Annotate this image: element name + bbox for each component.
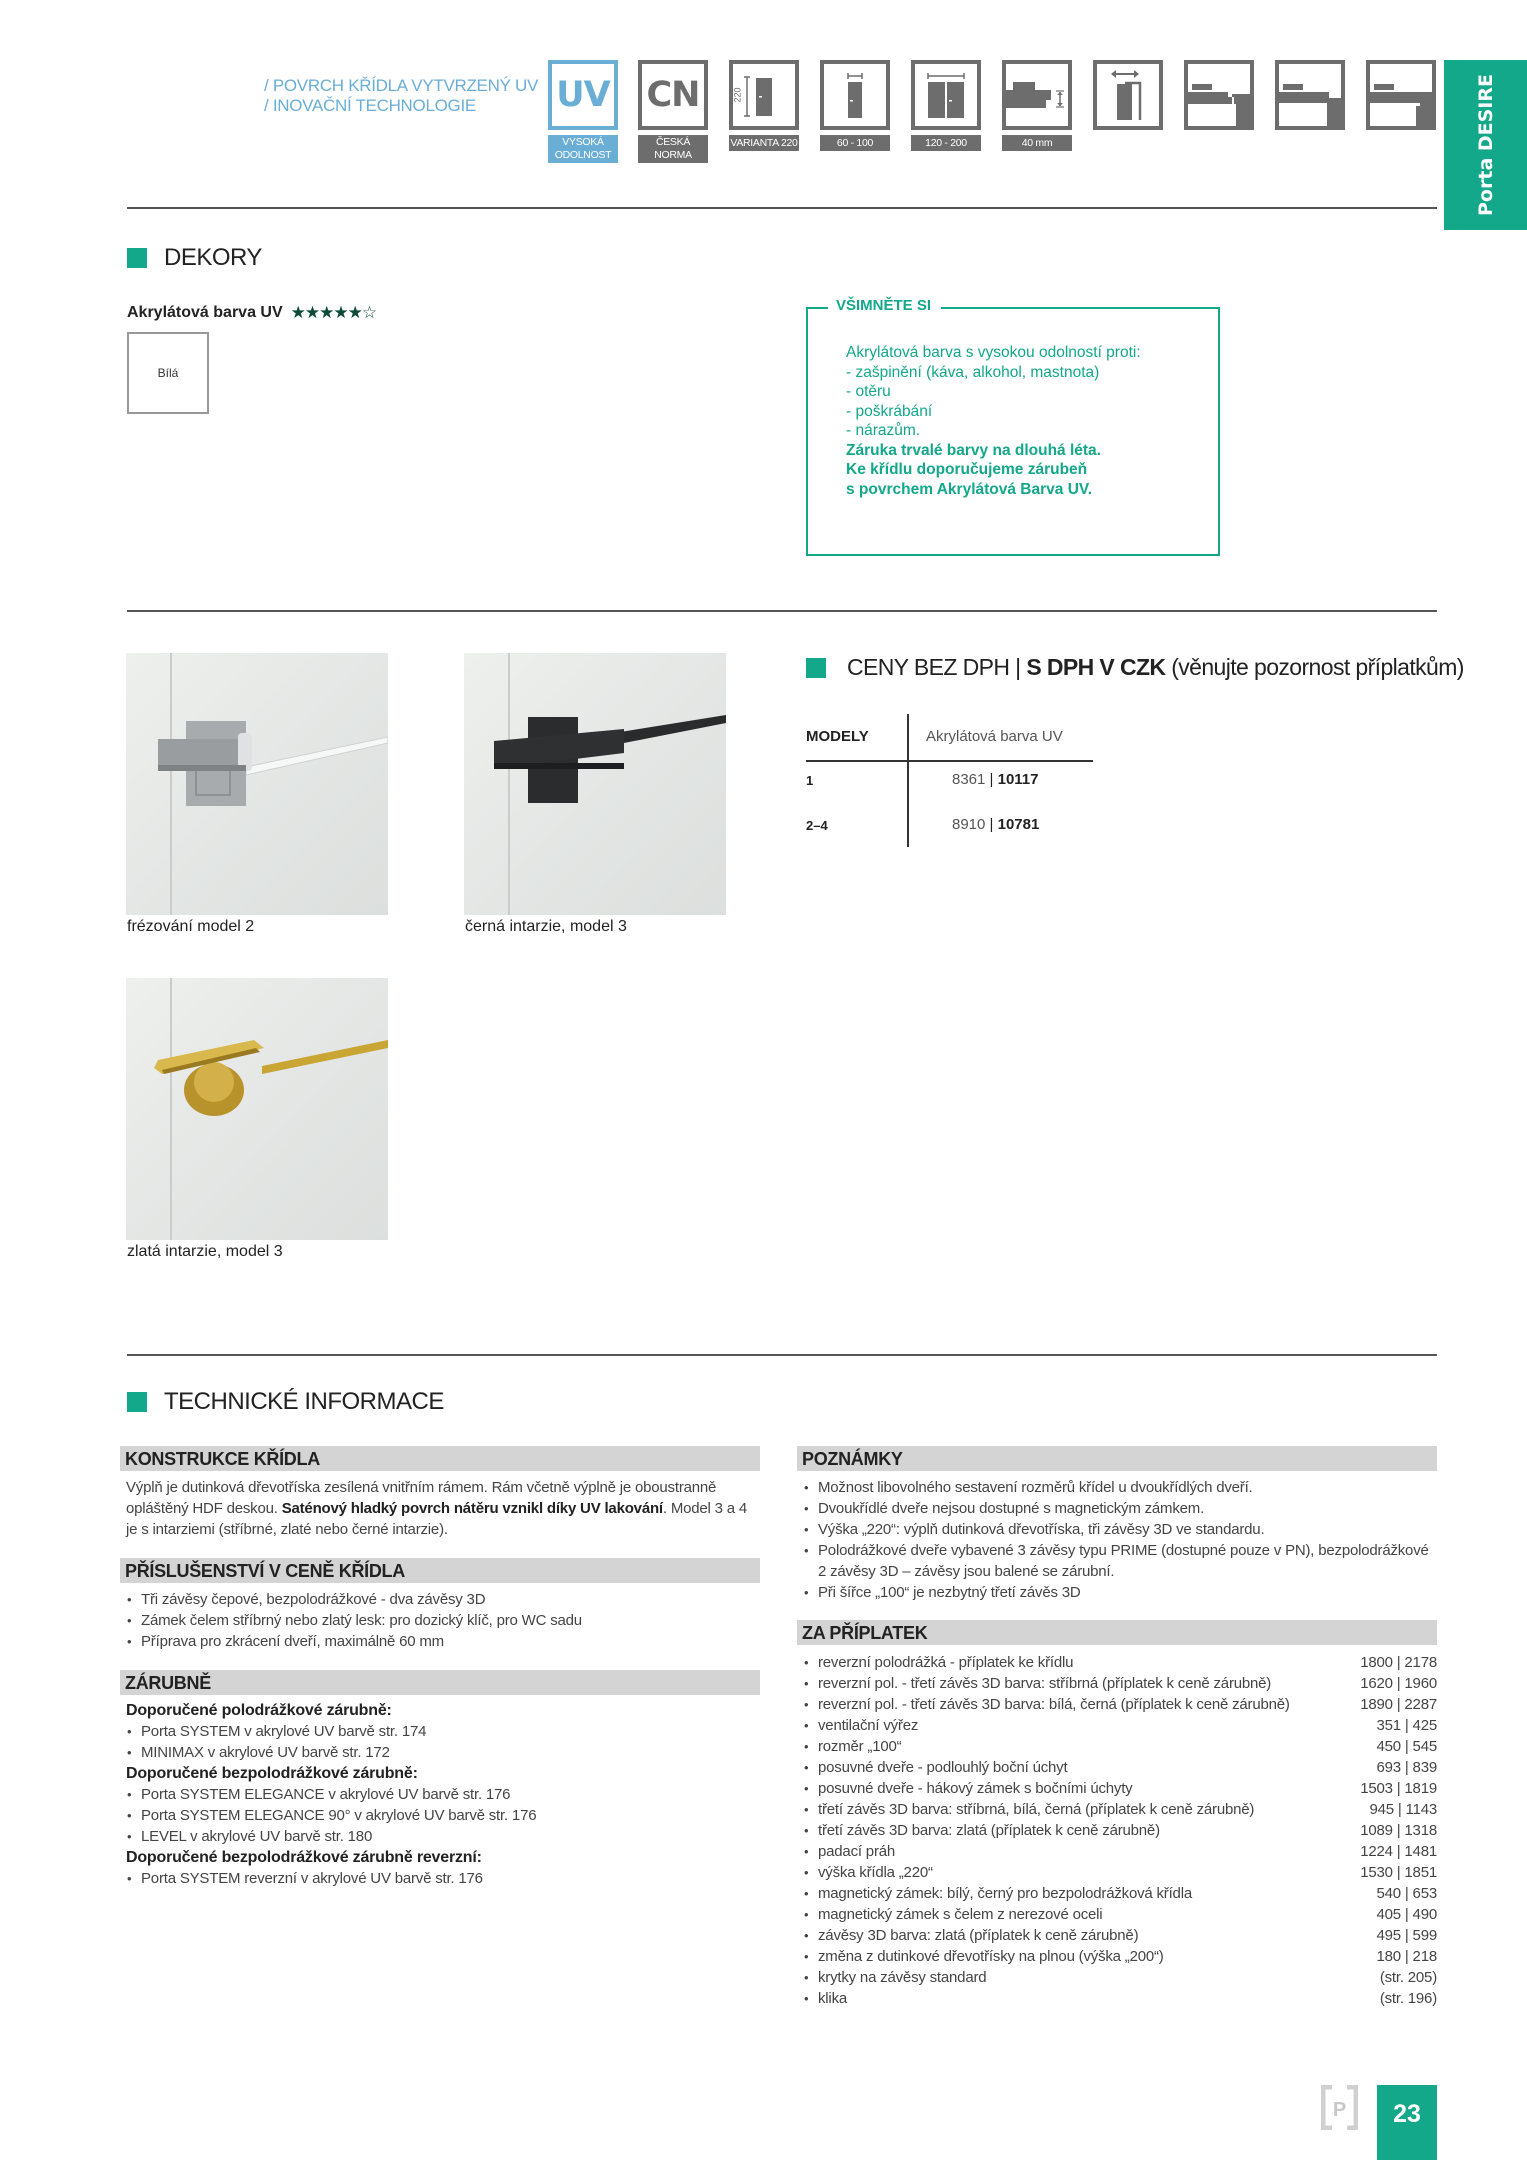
list-item: • Příprava pro zkrácení dveří, maximálně 60 mm xyxy=(126,1631,756,1652)
surcharge-label: • reverzní pol. - třetí závěs 3D barva: bílá, černá (příplatek k ceně zárubně) xyxy=(818,1696,1290,1713)
surcharge-row xyxy=(803,1988,1437,2009)
silver-handle-image xyxy=(126,653,388,915)
uv-label-line-1: VYSOKÁ xyxy=(562,136,604,148)
surcharge-row xyxy=(803,1778,1437,1799)
price-title-bold: S DPH V CZK xyxy=(1026,654,1166,680)
price-net: 8910 xyxy=(952,816,986,833)
finish-label: Akrylátová barva UV xyxy=(127,304,283,321)
column-header-finish: Akrylátová barva UV xyxy=(926,728,1063,745)
surcharge-row xyxy=(803,1967,1437,1988)
swatch-bila[interactable] xyxy=(127,332,209,414)
zarubne-group-heading: Doporučené bezpolodrážkové zárubně reverzní: xyxy=(126,1849,482,1866)
zarubne-group-heading: Doporučené polodrážkové zárubně: xyxy=(126,1702,392,1719)
surcharge-value: (str. 196) xyxy=(1379,1990,1437,2007)
list-item: • Při šířce „100“ je nezbytný třetí závěs 3D xyxy=(803,1582,1433,1603)
surcharge-value: 351 | 425 xyxy=(1376,1717,1437,1734)
tagline-line-1: / POVRCH KŘÍDLA VYTVRZENÝ UV xyxy=(264,76,539,95)
surcharge-row xyxy=(803,1694,1437,1715)
uv-icon-label xyxy=(548,135,618,163)
notice-title: VŠIMNĚTE SI xyxy=(828,297,941,314)
surcharge-label: • změna z dutinkové dřevotřísky na plnou (výška „200“) xyxy=(818,1948,1164,1965)
column-header-models: MODELY xyxy=(806,728,869,745)
zarubne-header: ZÁRUBNĚ xyxy=(120,1670,760,1695)
surcharge-value: 405 | 490 xyxy=(1376,1906,1437,1923)
surcharge-row xyxy=(803,1904,1437,1925)
rebated-svg xyxy=(1188,64,1250,126)
surcharge-row xyxy=(803,1715,1437,1736)
side-tab-porta-desire xyxy=(1444,60,1527,230)
divider-bottom xyxy=(127,1354,1437,1356)
porta-logo-svg xyxy=(1321,2085,1358,2130)
height-220-icon xyxy=(729,60,799,130)
swatch-label: Bílá xyxy=(157,366,179,380)
height-220-text: 220 xyxy=(732,87,743,103)
row-price xyxy=(952,771,1039,788)
surcharge-row xyxy=(803,1820,1437,1841)
section-marker-icon xyxy=(127,248,147,268)
price-net: 8361 xyxy=(952,771,986,788)
non-rebated-frame-icon xyxy=(1275,60,1345,130)
price-title-light: CENY BEZ DPH | xyxy=(847,654,1027,680)
surcharge-row xyxy=(803,1799,1437,1820)
divider-middle xyxy=(127,610,1437,612)
surcharge-value: 1503 | 1819 xyxy=(1360,1780,1437,1797)
surcharge-label: • reverzní polodrážká - příplatek ke křídlu xyxy=(818,1654,1074,1671)
surcharge-value: 450 | 545 xyxy=(1376,1738,1437,1755)
section-tech-title xyxy=(127,1388,444,1416)
surcharge-label: • magnetický zámek: bílý, černý pro bezpolodrážková křídla xyxy=(818,1885,1192,1902)
tech-title-text: TECHNICKÉ INFORMACE xyxy=(164,1388,444,1415)
table-vertical-rule xyxy=(907,714,909,847)
poznamky-header: POZNÁMKY xyxy=(797,1446,1437,1471)
surcharge-label: • padací práh xyxy=(818,1843,896,1860)
price-gross: 10117 xyxy=(997,771,1039,788)
photo-caption: černá intarzie, model 3 xyxy=(465,918,627,935)
surcharge-value: 1620 | 1960 xyxy=(1360,1675,1437,1692)
photo-black-inlay-model-3 xyxy=(464,653,726,915)
surcharge-value: 945 | 1143 xyxy=(1369,1801,1437,1818)
notice-line: Akrylátová barva s vysokou odolností proti: xyxy=(846,344,1141,361)
poznamky-list xyxy=(803,1477,1433,1603)
surcharge-row xyxy=(803,1841,1437,1862)
price-title-note: (věnujte pozornost příplatkům) xyxy=(1165,654,1464,680)
list-item: • LEVEL v akrylové UV barvě str. 180 xyxy=(126,1826,756,1847)
section-marker-icon xyxy=(127,1392,147,1412)
sliding-door-icon xyxy=(1093,60,1163,130)
zarubne-content xyxy=(126,1700,756,1889)
surcharge-value: 180 | 218 xyxy=(1376,1948,1437,1965)
prislusenstvi-header: PŘÍSLUŠENSTVÍ V CENĚ KŘÍDLA xyxy=(120,1558,760,1583)
price-sep: | xyxy=(985,816,998,833)
cn-label-line-2: NORMA xyxy=(654,149,692,161)
row-price xyxy=(952,816,1039,833)
surcharge-label: • posuvné dveře - hákový zámek s bočními úchyty xyxy=(818,1780,1133,1797)
list-item: • Porta SYSTEM ELEGANCE 90° v akrylové UV barvě str. 176 xyxy=(126,1805,756,1826)
photo-caption: frézování model 2 xyxy=(127,918,255,935)
photo-caption: zlatá intarzie, model 3 xyxy=(127,1243,283,1260)
double-door-width-label: 120 - 200 xyxy=(911,135,981,151)
surcharge-row xyxy=(803,1862,1437,1883)
surcharge-value: 693 | 839 xyxy=(1376,1759,1437,1776)
section-marker-icon xyxy=(806,658,826,678)
door-thickness-label: 40 mm xyxy=(1002,135,1072,151)
price-gross: 10781 xyxy=(997,816,1040,833)
surcharge-label: • posuvné dveře - podlouhlý boční úchyt xyxy=(818,1759,1068,1776)
list-item: • Porta SYSTEM ELEGANCE v akrylové UV barvě str. 176 xyxy=(126,1784,756,1805)
price-sep: | xyxy=(985,771,998,788)
table-horizontal-rule xyxy=(806,760,1093,762)
reverse-frame-icon xyxy=(1366,60,1436,130)
divider-top xyxy=(127,207,1437,209)
notice-bold-line: Ke křídlu doporučujeme zárubeň xyxy=(846,461,1088,478)
konstrukce-text-2: . Model 3 a 4 je s intarziemi (stříbrné, zlaté nebo černé intarzie). xyxy=(126,1500,748,1538)
surcharge-label: • výška křídla „220“ xyxy=(818,1864,933,1881)
page-number: 23 xyxy=(1377,2085,1437,2160)
surcharge-label: • klika xyxy=(818,1990,848,2007)
konstrukce-text-1: Výplň je dutinková dřevotříska zesílená vnitřním rámem. Rám včetně výplně je oboustranně opláštěný HDF deskou. xyxy=(126,1479,717,1517)
notice-line: - nárazům. xyxy=(846,422,921,439)
surcharge-label: • magnetický zámek s čelem z nerezové oceli xyxy=(818,1906,1103,1923)
prislusenstvi-list xyxy=(126,1589,756,1652)
gold-handle-image xyxy=(126,978,388,1240)
height-220-label: VARIANTA 220 xyxy=(730,137,798,149)
section-dekory-title xyxy=(127,244,262,272)
konstrukce-text xyxy=(126,1477,756,1540)
uv-label-line-2: ODOLNOST xyxy=(554,149,612,161)
surcharge-value: 1089 | 1318 xyxy=(1360,1822,1437,1839)
non-rebated-svg xyxy=(1279,64,1341,126)
porta-logo-icon xyxy=(1321,2085,1358,2130)
logo-letter: P xyxy=(1332,2099,1347,2121)
cn-label-line-1: ČESKÁ xyxy=(655,136,691,148)
surcharge-row xyxy=(803,1736,1437,1757)
sliding-svg xyxy=(1097,64,1159,126)
notice-box xyxy=(806,297,1220,556)
surcharge-label: • třetí závěs 3D barva: zlatá (příplatek k ceně zárubně) xyxy=(818,1822,1160,1839)
reverse-svg xyxy=(1370,64,1432,126)
surcharge-row xyxy=(803,1673,1437,1694)
single-door-svg xyxy=(824,64,886,126)
surcharge-value: 1530 | 1851 xyxy=(1360,1864,1437,1881)
side-tab-label: Porta DESIRE xyxy=(1474,74,1497,216)
single-door-width-label: 60 - 100 xyxy=(820,135,890,151)
priplatek-header: ZA PŘÍPLATEK xyxy=(797,1620,1437,1645)
row-model: 2–4 xyxy=(806,818,828,833)
list-item: • MINIMAX v akrylové UV barvě str. 172 xyxy=(126,1742,756,1763)
dekory-title-text: DEKORY xyxy=(164,244,262,271)
header-tagline xyxy=(264,76,538,116)
double-door-svg xyxy=(915,64,977,126)
surcharge-label: • ventilační výřez xyxy=(818,1717,919,1734)
list-item: • Tři závěsy čepové, bezpolodrážkové - dva závěsy 3D xyxy=(126,1589,756,1610)
surcharge-value: 540 | 653 xyxy=(1376,1885,1437,1902)
surcharge-row xyxy=(803,1757,1437,1778)
surcharge-label: • závěsy 3D barva: zlatá (příplatek k ceně zárubně) xyxy=(818,1927,1139,1944)
uv-glyph: UV xyxy=(556,75,610,115)
photo-milling-model-2 xyxy=(126,653,388,915)
surcharge-label: • rozměr „100“ xyxy=(818,1738,902,1755)
finish-label-row xyxy=(127,303,376,323)
surcharge-value: 1800 | 2178 xyxy=(1360,1654,1437,1671)
list-item: • Porta SYSTEM v akrylové UV barvě str. 174 xyxy=(126,1721,756,1742)
surcharge-value: 1224 | 1481 xyxy=(1360,1843,1437,1860)
rating-stars-icon: ★★★★★☆ xyxy=(290,303,377,322)
notice-line: - zašpinění (káva, alkohol, mastnota) xyxy=(846,363,1100,381)
list-item: • Možnost libovolného sestavení rozměrů křídel u dvoukřídlých dveří. xyxy=(803,1477,1433,1498)
notice-body xyxy=(846,343,1141,499)
notice-line: - poškrábání xyxy=(846,402,933,420)
uv-icon xyxy=(548,60,618,130)
cn-glyph: CN xyxy=(646,75,700,115)
cn-icon xyxy=(638,60,708,130)
zarubne-group-heading: Doporučené bezpolodrážkové zárubně: xyxy=(126,1765,418,1782)
list-item: • Zámek čelem stříbrný nebo zlatý lesk: pro dozický klíč, pro WC sadu xyxy=(126,1610,756,1631)
tagline-line-2: / INOVAČNÍ TECHNOLOGIE xyxy=(264,96,476,115)
rebated-frame-icon xyxy=(1184,60,1254,130)
surcharge-row xyxy=(803,1652,1437,1673)
surcharge-row xyxy=(803,1946,1437,1967)
double-door-width-icon xyxy=(911,60,981,130)
surcharge-row xyxy=(803,1883,1437,1904)
surcharge-label: • reverzní pol. - třetí závěs 3D barva: stříbrná (příplatek k ceně zárubně) xyxy=(818,1675,1272,1692)
notice-bold-line: s povrchem Akrylátová Barva UV. xyxy=(846,480,1093,498)
konstrukce-header: KONSTRUKCE KŘÍDLA xyxy=(120,1446,760,1471)
surcharge-value: (str. 205) xyxy=(1379,1969,1437,1986)
single-door-width-icon xyxy=(820,60,890,130)
cn-icon-label xyxy=(638,135,708,163)
surcharge-row xyxy=(803,1925,1437,1946)
door-thickness-icon xyxy=(1002,60,1072,130)
konstrukce-text-bold: Saténový hladký povrch nátěru vznikl díky UV lakování xyxy=(281,1500,663,1517)
black-handle-image xyxy=(464,653,726,915)
list-item: • Polodrážkové dveře vybavené 3 závěsy typu PRIME (dostupné pouze v PN), bezpolodrážkové 2 závěsy 3D – závěsy jsou balené se zárubní. xyxy=(803,1540,1433,1582)
surcharge-value: 1890 | 2287 xyxy=(1360,1696,1437,1713)
notice-line: - otěru xyxy=(846,383,891,400)
list-item: • Výška „220“: výplň dutinková dřevotříska, tři závěsy 3D ve standardu. xyxy=(803,1519,1433,1540)
notice-bold-line: Záruka trvalé barvy na dlouhá léta. xyxy=(846,441,1101,459)
surcharge-label: • třetí závěs 3D barva: stříbrná, bílá, černá (příplatek k ceně zárubně) xyxy=(818,1801,1255,1818)
list-item: • Porta SYSTEM reverzní v akrylové UV barvě str. 176 xyxy=(126,1868,756,1889)
price-section-title xyxy=(806,654,1464,681)
photo-gold-inlay-model-3 xyxy=(126,978,388,1240)
row-model: 1 xyxy=(806,773,814,788)
thickness-svg xyxy=(1006,64,1068,126)
surcharge-value: 495 | 599 xyxy=(1376,1927,1437,1944)
surcharge-label: • krytky na závěsy standard xyxy=(818,1969,987,1986)
priplatek-list xyxy=(803,1652,1437,2009)
list-item: • Dvoukřídlé dveře nejsou dostupné s magnetickým zámkem. xyxy=(803,1498,1433,1519)
